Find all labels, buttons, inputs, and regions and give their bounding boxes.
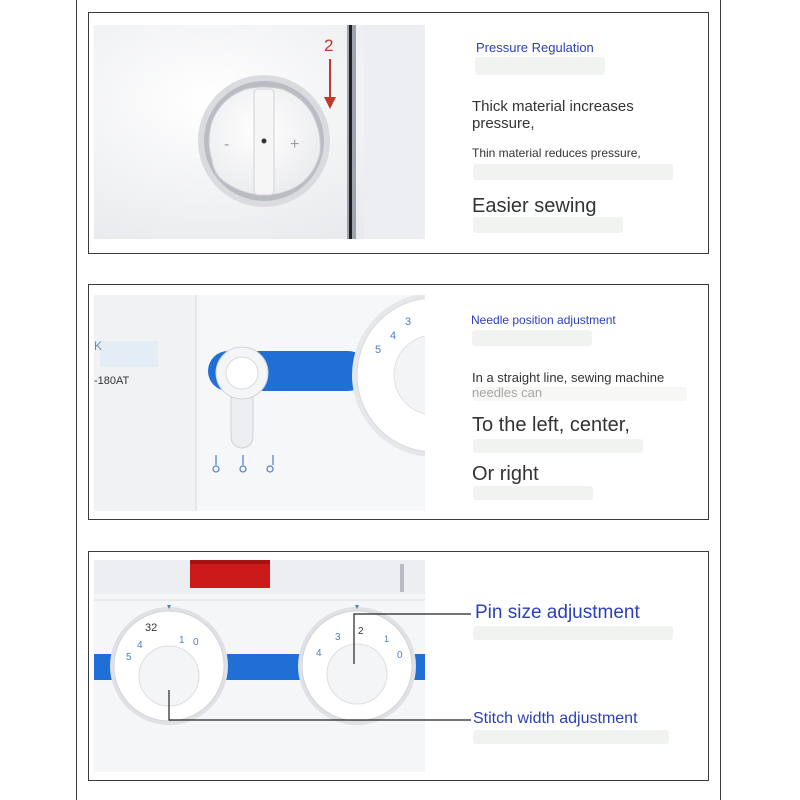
right-dial-number-4: 4 bbox=[316, 648, 322, 659]
needle-icon bbox=[347, 25, 356, 239]
needle-position-panel bbox=[88, 284, 709, 520]
pressure-dial-photo bbox=[94, 25, 425, 239]
needle-position-heading: Needle position adjustment bbox=[471, 313, 616, 327]
needle-position-photo bbox=[94, 295, 425, 511]
right-dial-number-2: 2 bbox=[358, 626, 364, 637]
dial-minus-symbol: - bbox=[224, 136, 230, 153]
left-dial-number-32: 32 bbox=[145, 622, 158, 634]
watermark bbox=[473, 217, 623, 233]
watermark bbox=[473, 486, 593, 500]
right-dial-number-3: 3 bbox=[335, 632, 341, 643]
watermark bbox=[475, 57, 605, 75]
easier-sewing-line: Easier sewing bbox=[472, 195, 597, 217]
thin-material-line: Thin material reduces pressure, bbox=[472, 146, 641, 160]
dial-number-4: 4 bbox=[390, 330, 397, 342]
stitch-width-label: Stitch width adjustment bbox=[473, 710, 638, 727]
left-dial-number-0: 0 bbox=[193, 637, 199, 648]
step-number: 2 bbox=[324, 36, 334, 55]
left-dial-number-4: 4 bbox=[137, 640, 143, 651]
pressure-dial-icon bbox=[94, 25, 425, 239]
dial-number-5: 5 bbox=[375, 344, 382, 356]
thick-material-line-1: Thick material increases bbox=[472, 98, 634, 115]
watermark bbox=[473, 730, 669, 744]
or-right-text: Or right bbox=[472, 463, 539, 485]
watermark bbox=[473, 439, 643, 453]
dial-number-3: 3 bbox=[405, 316, 412, 328]
dial-plus-symbol: + bbox=[290, 136, 300, 153]
right-dial-number-0: 0 bbox=[397, 650, 403, 661]
watermark bbox=[472, 330, 592, 346]
right-dial-number-1: 1 bbox=[384, 634, 390, 644]
watermark bbox=[473, 387, 687, 401]
pressure-regulation-heading: Pressure Regulation bbox=[476, 40, 594, 55]
pin-size-label: Pin size adjustment bbox=[475, 602, 640, 623]
dial-adjustment-panel bbox=[88, 551, 709, 781]
left-center-text: To the left, center, bbox=[472, 414, 630, 436]
model-fragment: -180AT bbox=[94, 375, 130, 387]
left-dial-number-1: 1 bbox=[179, 635, 185, 646]
callout-lines bbox=[89, 552, 710, 782]
watermark bbox=[473, 626, 673, 640]
thick-material-line-2: pressure, bbox=[472, 115, 535, 132]
brand-fragment: K bbox=[94, 339, 103, 353]
left-dial-number-5: 5 bbox=[126, 652, 132, 663]
straight-line-text-1: In a straight line, sewing machine bbox=[472, 370, 665, 385]
pressure-regulation-panel bbox=[88, 12, 709, 254]
watermark bbox=[473, 164, 673, 180]
